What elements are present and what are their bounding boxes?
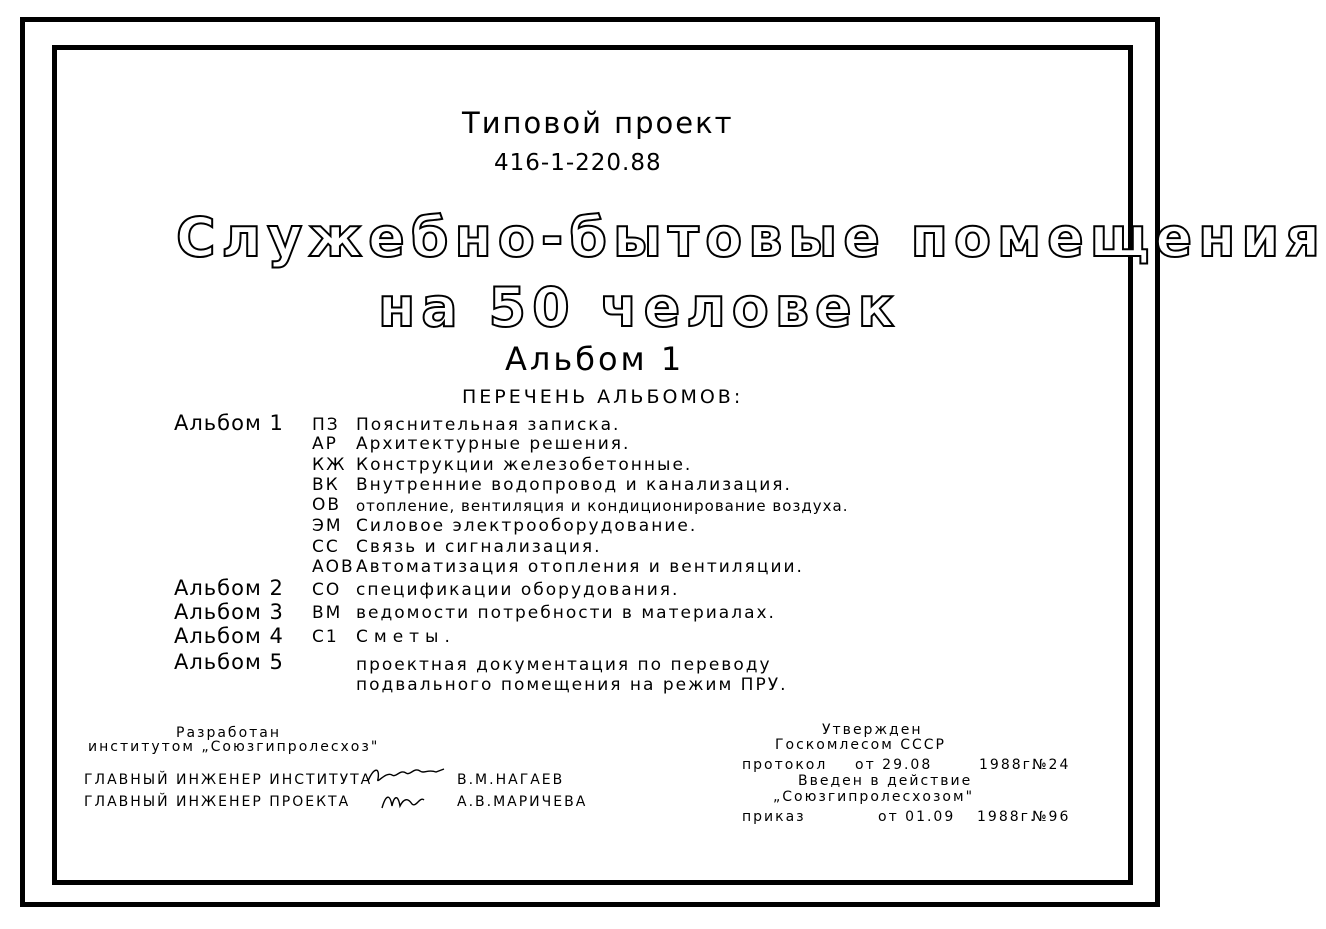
album-desc: Внутренние водопровод и канализация. [356, 475, 792, 495]
album-desc: Сметы. [356, 627, 456, 647]
order-year: 1988г. [977, 809, 1037, 825]
album-desc: Архитектурные решения. [356, 434, 631, 454]
album-desc: проектная документация по переводу [356, 655, 772, 675]
order-date: от 01.09 [878, 809, 956, 825]
album-code: ВМ [312, 603, 343, 623]
order-number: №96 [1032, 809, 1071, 825]
signature-icon [378, 788, 428, 814]
album-code: С1 [312, 627, 339, 647]
protocol-number: №24 [1032, 757, 1071, 773]
album-code: СС [312, 537, 340, 557]
signature-icon [366, 763, 446, 787]
chief-institute-name: В.М.НАГАЕВ [457, 772, 565, 788]
project-code: 416-1-220.88 [494, 150, 662, 176]
album-name: Альбом 5 [174, 650, 284, 674]
approval-line2: Госкомлесом СССР [775, 737, 946, 753]
chief-project-name: А.В.МАРИЧЕВА [457, 794, 588, 810]
album-code: КЖ [312, 455, 347, 475]
album-code: ВК [312, 475, 340, 495]
protocol-year: 1988г. [979, 757, 1039, 773]
chief-project-label: ГЛАВНЫЙ ИНЖЕНЕР ПРОЕКТА [84, 794, 351, 810]
album-name: Альбом 3 [174, 600, 284, 624]
album-code: ОВ [312, 495, 342, 515]
approval-line3: Введен в действие [798, 773, 973, 789]
approval-line1: Утвержден [822, 722, 923, 738]
album-code: ПЗ [312, 415, 340, 435]
album-desc: ведомости потребности в материалах. [356, 603, 776, 623]
approval-line4: „Союзгипролесхозом" [773, 789, 975, 805]
album-desc: Силовое электрооборудование. [356, 516, 698, 536]
main-title-line1: Служебно-бытовые помещения [176, 206, 1326, 269]
album-desc: Автоматизация отопления и вентиляции. [356, 557, 804, 577]
album-code: АР [312, 434, 338, 454]
album-code: ЭМ [312, 516, 343, 536]
album-desc: Конструкции железобетонные. [356, 455, 693, 475]
album-desc: Связь и сигнализация. [356, 537, 602, 557]
main-title-line2: на 50 человек [378, 276, 901, 339]
album-label: Альбом 1 [505, 340, 685, 378]
protocol-date: от 29.08 [855, 757, 933, 773]
album-code: АОВ [312, 557, 355, 577]
developer-line1: Разработан [176, 725, 282, 741]
album-name: Альбом 1 [174, 411, 284, 435]
document-type: Типовой проект [462, 106, 734, 140]
album-desc: спецификации оборудования. [356, 580, 680, 600]
signature-nagaev [366, 763, 446, 791]
album-code: СО [312, 580, 342, 600]
chief-institute-label: ГЛАВНЫЙ ИНЖЕНЕР ИНСТИТУТА [84, 772, 373, 788]
album-desc: отопление, вентиляция и кондиционирование воздуха. [356, 497, 849, 515]
list-heading: ПЕРЕЧЕНЬ АЛЬБОМОВ: [462, 386, 744, 408]
protocol-label: протокол [742, 757, 828, 773]
album-desc: подвального помещения на режим ПРУ. [356, 675, 788, 695]
album-name: Альбом 2 [174, 576, 284, 600]
signature-maricheva [378, 788, 428, 818]
album-name: Альбом 4 [174, 624, 284, 648]
album-desc: Пояснительная записка. [356, 415, 621, 435]
order-label: приказ [742, 809, 806, 825]
developer-line2: институтом „Союзгипролесхоз" [88, 739, 380, 755]
